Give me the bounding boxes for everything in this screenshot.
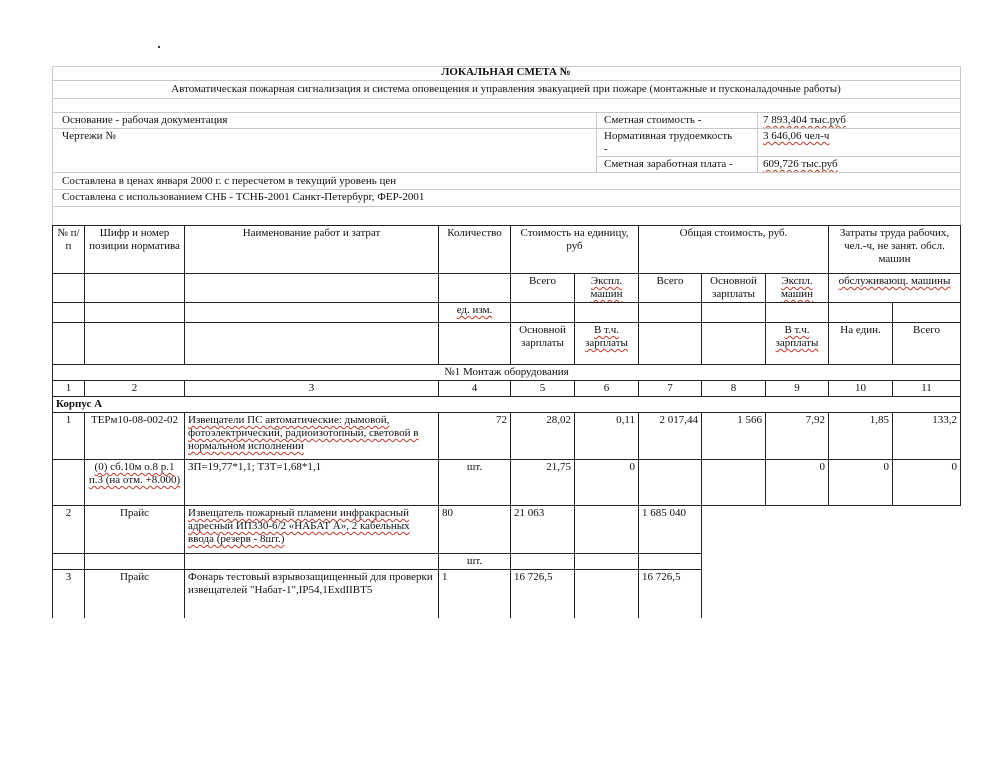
row-sub-labor-total: 0	[893, 460, 961, 506]
col-labor-header: Затраты труда рабочих, чел.-ч, не занят. обсл. машин	[829, 226, 961, 274]
row-unit-machine: 0,11	[575, 413, 639, 460]
col-total-wages: Основной зарплаты	[702, 274, 766, 303]
labor-label: Нормативная трудоемкость	[604, 130, 733, 142]
row-labor-total: 133,2	[893, 413, 961, 460]
col-total-all: Всего	[639, 274, 702, 303]
col-qty-header: Количество	[439, 226, 511, 274]
cost-value: 7 893,404 тыс.руб	[763, 114, 846, 126]
header-vline	[52, 66, 53, 225]
row-num: 2	[53, 506, 85, 554]
row-sub-total-incl: 0	[766, 460, 829, 506]
row-unit-total: 21 063	[511, 506, 575, 554]
row-code: Прайс	[85, 570, 185, 618]
row-code: ТЕРм10-08-002-02	[85, 413, 185, 460]
cost-label: Сметная стоимость -	[604, 114, 702, 126]
header-vline	[960, 66, 961, 225]
table-row	[53, 413, 961, 460]
basis-label: Основание - рабочая документация	[62, 114, 228, 126]
header-line	[52, 112, 960, 113]
header-line	[52, 189, 960, 190]
col-number: 9	[766, 381, 829, 397]
col-unit-cost-header: Стоимость на единицу, руб	[511, 226, 639, 274]
row-total-all: 1 685 040	[639, 506, 702, 554]
row-qty: 80	[439, 506, 511, 554]
col-unit-total: Всего	[511, 274, 575, 303]
header-vline	[757, 112, 758, 172]
col-number: 4	[439, 381, 511, 397]
row-total-machine: 7,92	[766, 413, 829, 460]
col-labor-unit: На един.	[829, 323, 893, 365]
col-number: 11	[893, 381, 961, 397]
row-name: Фонарь тестовый взрывозащищенный для проверки извещателей "Набат-1",IP54,1ExdIIBT5	[185, 570, 439, 618]
header-line	[52, 206, 960, 207]
col-number: 8	[702, 381, 766, 397]
header-line	[596, 156, 960, 157]
table-row	[53, 554, 961, 570]
prices-note: Составлена в ценах января 2000 г. с пересчетом в текущий уровень цен	[62, 175, 397, 187]
col-labor-service: обслуживающ. машины	[829, 274, 961, 303]
labor-dash: -	[604, 143, 608, 155]
row-num: 1	[53, 413, 85, 460]
row-sub-unit: шт.	[439, 460, 511, 506]
row-sub-labor-unit: 0	[829, 460, 893, 506]
row-unit-total: 28,02	[511, 413, 575, 460]
col-number: 10	[829, 381, 893, 397]
estimate-subtitle: Автоматическая пожарная сигнализация и система оповещения и управления эвакуацией при пожаре (монтажные и пусконаладочные работы)	[171, 83, 841, 95]
section-title: №1 Монтаж оборудования	[53, 365, 961, 381]
row-sub-code: (0) сб.10м о.8 р.1 п.3 (на отм. +8.000)	[85, 460, 185, 506]
col-number: 7	[639, 381, 702, 397]
header-line	[52, 128, 960, 129]
col-qty-unit: ед. изм.	[439, 303, 511, 323]
row-sub-unit-incl: 0	[575, 460, 639, 506]
wage-value: 609,726 тыс.руб	[763, 158, 838, 170]
table-row	[53, 460, 961, 506]
snb-note: Составлена с использованием СНБ - ТСНБ-2001 Санкт-Петербург, ФЕР-2001	[62, 191, 425, 203]
header-line	[52, 172, 960, 173]
col-unit-wages: Основной зарплаты	[511, 323, 575, 365]
col-labor-total: Всего	[893, 323, 961, 365]
col-total-machine: Экспл. машин	[766, 274, 829, 303]
group-title: Корпус А	[53, 397, 961, 413]
row-qty: 72	[439, 413, 511, 460]
stray-dot	[158, 46, 160, 48]
row-total-all: 16 726,5	[639, 570, 702, 618]
row-sub-unit: шт.	[439, 554, 511, 570]
col-unit-machine: Экспл. машин	[575, 274, 639, 303]
col-num-header: № п/п	[53, 226, 85, 274]
row-labor-unit: 1,85	[829, 413, 893, 460]
row-sub-unit-wages: 21,75	[511, 460, 575, 506]
col-unit-incl: В т.ч. зарплаты	[575, 323, 639, 365]
row-unit-total: 16 726,5	[511, 570, 575, 618]
col-total-incl: В т.ч. зарплаты	[766, 323, 829, 365]
col-name-header: Наименование работ и затрат	[185, 226, 439, 274]
row-name: Извещатель пожарный пламени инфракрасный адресный ИП330-6/2 «НАБАТ А», 2 кабельных ввода (резерв - 8шт.)	[185, 506, 439, 554]
table-row	[53, 506, 961, 554]
row-total-all: 2 017,44	[639, 413, 702, 460]
col-number: 2	[85, 381, 185, 397]
col-number: 5	[511, 381, 575, 397]
header-vline	[596, 112, 597, 172]
drawings-label: Чертежи №	[62, 130, 116, 142]
col-number: 3	[185, 381, 439, 397]
col-code-header: Шифр и номер позиции норматива	[85, 226, 185, 274]
col-number: 1	[53, 381, 85, 397]
table-row	[53, 570, 961, 618]
row-sub-name: ЗП=19,77*1,1; ТЗТ=1,68*1,1	[185, 460, 439, 506]
row-name: Извещатели ПС автоматические: дымовой, фотоэлектрический, радиоизотопный, световой в нормальном исполнении	[185, 413, 439, 460]
labor-value: 3 646,06 чел-ч	[763, 130, 830, 142]
row-total-wages: 1 566	[702, 413, 766, 460]
col-total-cost-header: Общая стоимость, руб.	[639, 226, 829, 274]
row-qty: 1	[439, 570, 511, 618]
wage-label: Сметная заработная плата -	[604, 158, 733, 170]
row-code: Прайс	[85, 506, 185, 554]
col-number: 6	[575, 381, 639, 397]
header-line	[52, 98, 960, 99]
estimate-table	[52, 225, 961, 618]
header-line	[52, 80, 960, 81]
row-num: 3	[53, 570, 85, 618]
estimate-title: ЛОКАЛЬНАЯ СМЕТА №	[441, 66, 571, 78]
